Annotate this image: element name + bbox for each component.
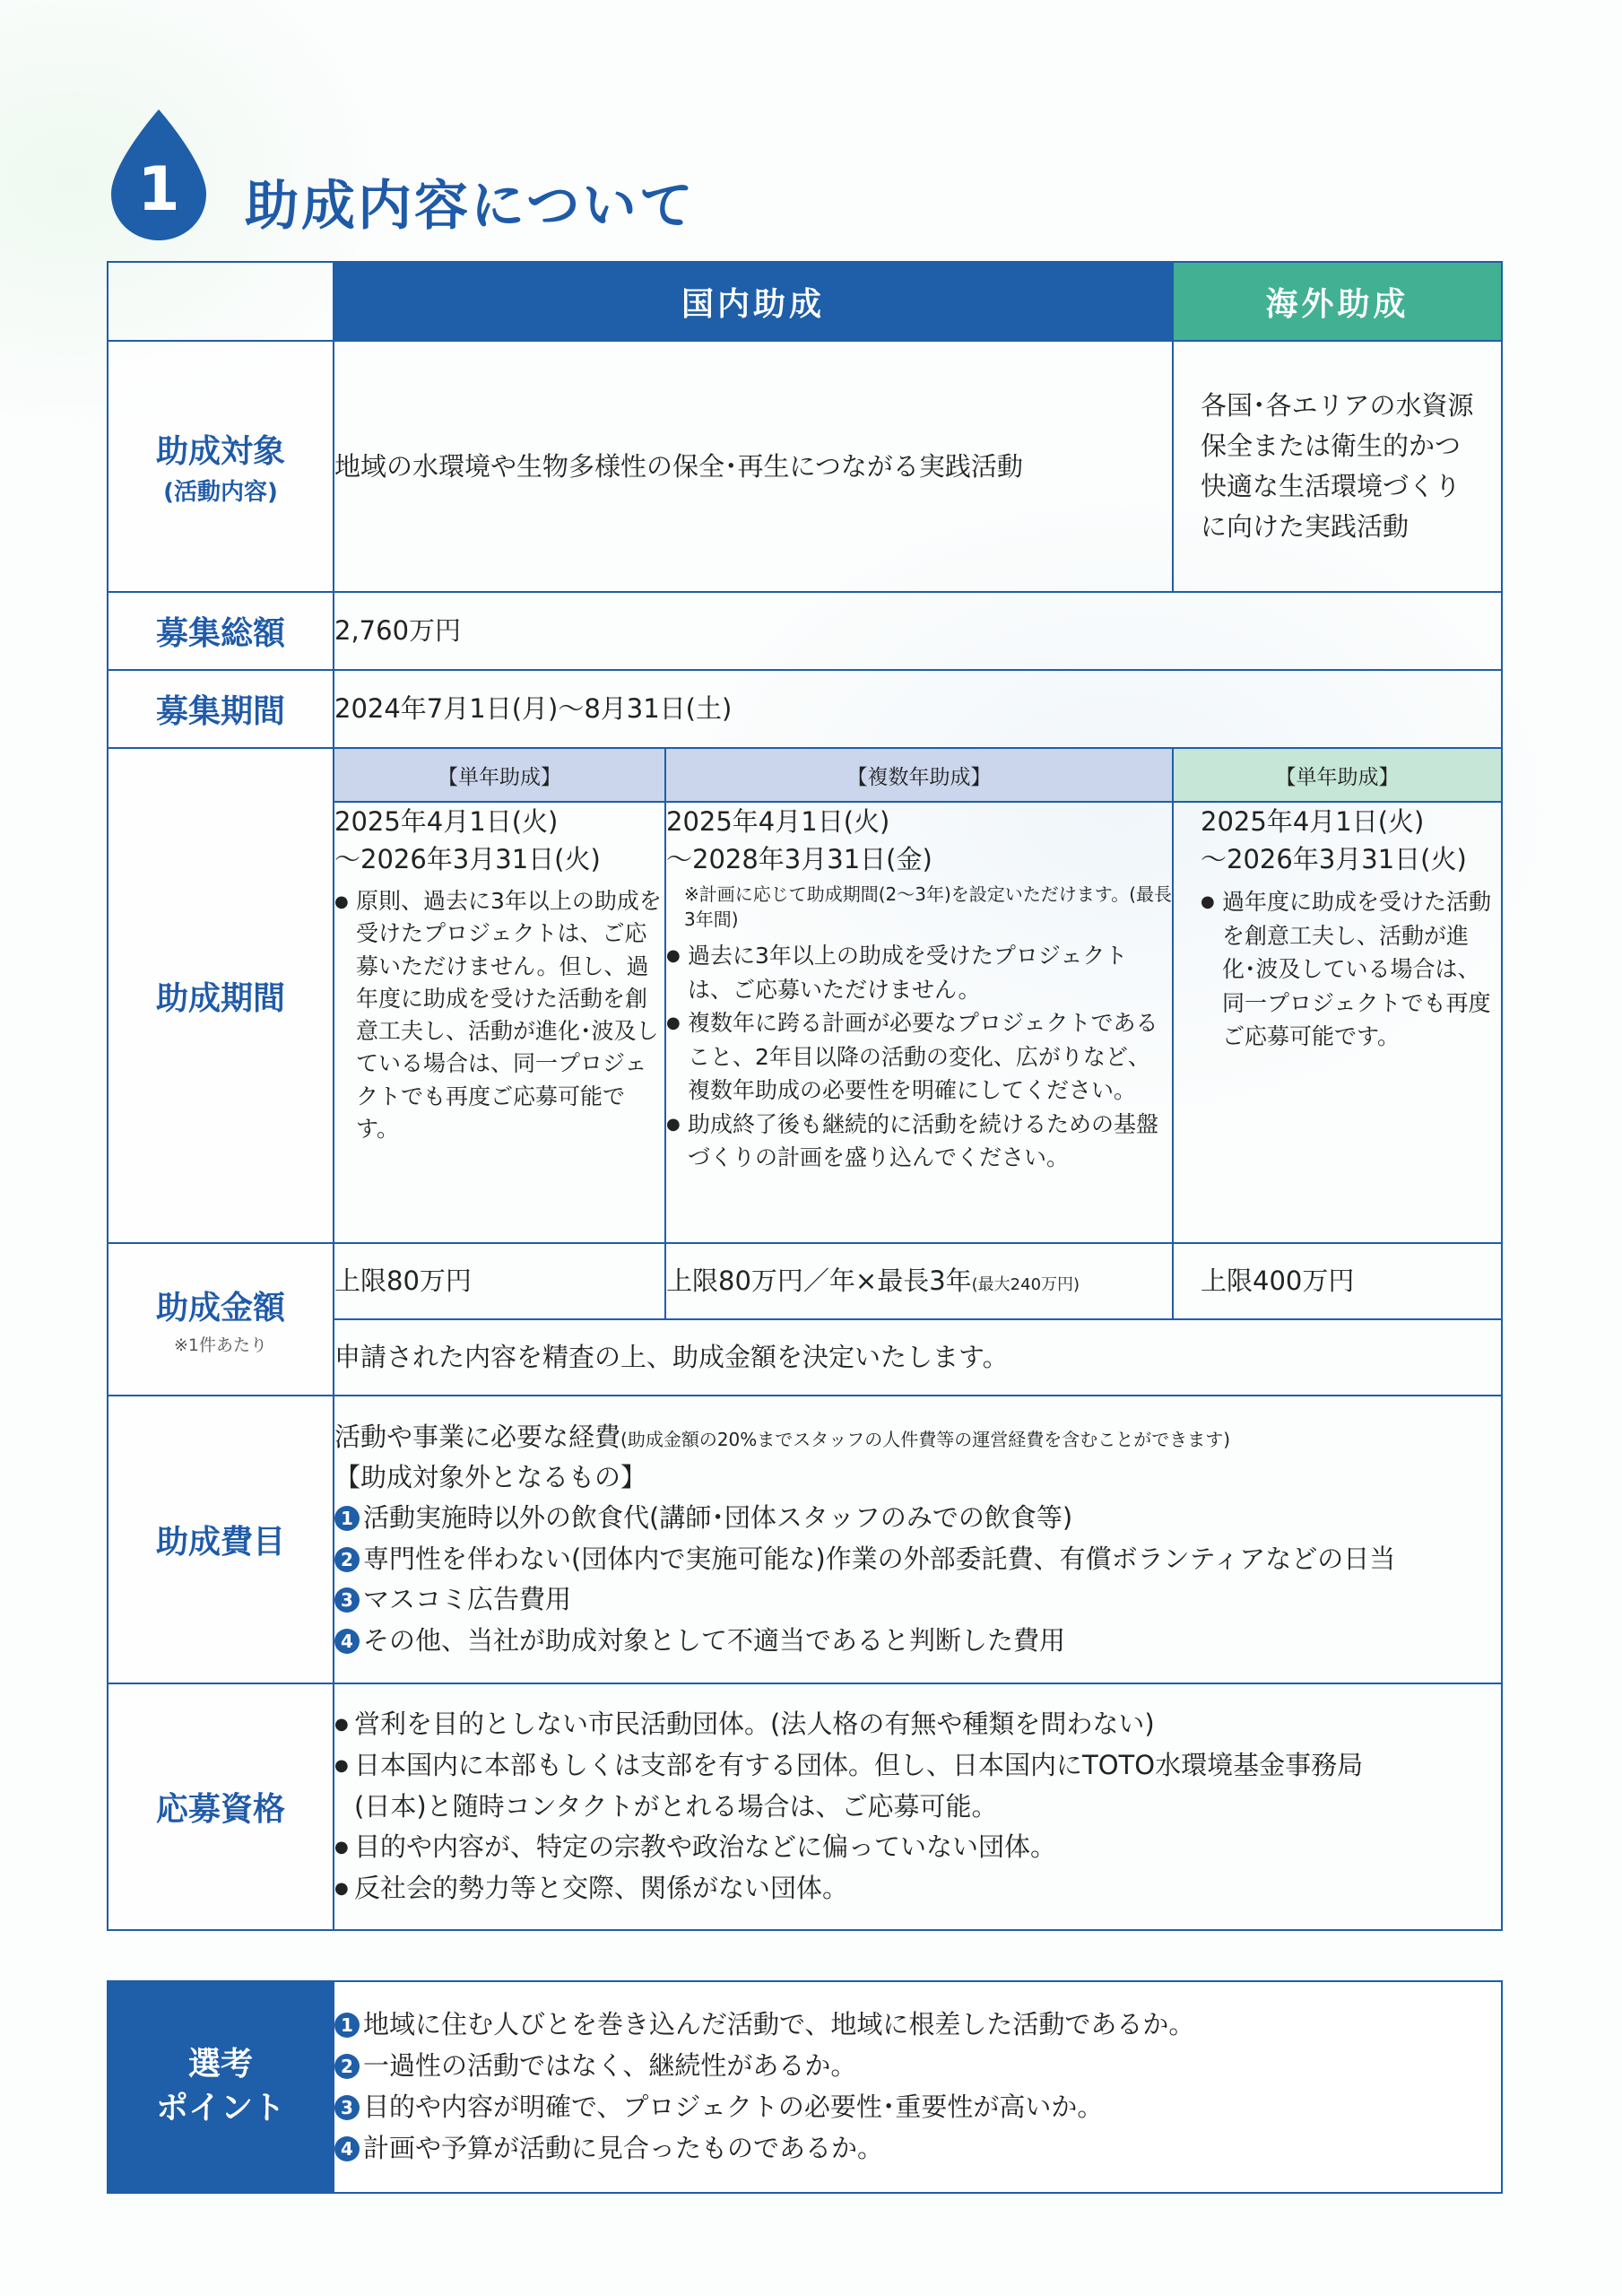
section-number: 1 [137,154,180,225]
overseas-grant-header: 海外助成 [1173,262,1502,341]
multi-amount: 上限80万円／年×最長3年 [666,1265,972,1297]
excluded-item [334,1579,1501,1621]
number-badge: 4 [334,2136,360,2161]
recruitment-period-value: 2024年7月1日(月)～8月31日(土) [334,670,1502,748]
excluded-item [334,1621,1501,1662]
selection-content [334,1981,1502,2193]
multi-amount-max: (最大240万円) [971,1275,1080,1295]
excluded-item [334,1498,1501,1539]
target-label: 助成対象 [155,433,285,470]
multi-note-3: ● 助成終了後も継続的に活動を続けるための基盤づくりの計画を盛り込んでください。 [666,1108,1172,1175]
selection-item [334,2128,1501,2170]
multi-period-note: ※計画に応じて助成期間(2～3年)を設定いただけます。(最長3年間) [684,883,1173,931]
multi-note-2: ● 複数年に跨る計画が必要なプロジェクトであること、2年目以降の活動の変化、広がりなど、複数年助成の必要性を明確にしてください。 [666,1006,1172,1108]
eligibility-item: ● 目的や内容が、特定の宗教や政治などに偏っていない団体。 [334,1827,1501,1868]
grant-period-label: 助成期間 [108,748,334,1243]
target-sublabel: (活動内容) [163,479,278,506]
expenses-main [334,1417,1501,1457]
target-label-cell [108,341,334,592]
selection-item-text: 目的や内容が明確で、プロジェクトの必要性･重要性が高いか。 [363,2092,1104,2122]
number-badge: 3 [334,1587,360,1613]
section-header [106,108,1002,242]
multi-year-subheader: 【複数年助成】 [665,748,1173,802]
eligibility-item: ● 営利を目的としない市民活動団体。(法人格の有無や種類を問わない) [334,1704,1501,1745]
header-row [108,262,1502,341]
amount-common: 申請された内容を精査の上、助成金額を決定いたします。 [334,1319,1502,1396]
overseas-amount: 上限400万円 [1173,1243,1502,1319]
grant-period-subheader-row [108,748,1502,802]
number-badge: 4 [334,1629,360,1654]
selection-item [334,2005,1501,2046]
selection-item-text: 地域に住む人びとを巻き込んだ活動で、地域に根差した活動であるか。 [363,2009,1195,2040]
single-end-date: ～2026年3月31日(火) [334,844,601,875]
amount-label-cell [108,1243,334,1396]
target-domestic: 地域の水環境や生物多様性の保全･再生につながる実践活動 [334,341,1173,592]
total-row [108,592,1502,670]
single-year-period [334,802,665,1243]
expenses-main-note: (助成金額の20%までスタッフの人件費等の運営経費を含むことができます) [620,1428,1231,1450]
multi-year-period [665,802,1173,1243]
eligibility-item: ● 日本国内に本部もしくは支部を有する団体。但し、日本国内にTOTO水環境基金事務局(日本)と随時コンタクトがとれる場合は、ご応募可能。 [334,1745,1501,1828]
number-badge: 1 [334,2013,360,2038]
excluded-item-text: その他、当社が助成対象として不適当であると判断した費用 [363,1625,1066,1657]
overseas-start-date: 2025年4月1日(火) [1201,806,1425,837]
total-label: 募集総額 [108,592,334,670]
selection-item-text: 計画や予算が活動に見合ったものであるか。 [363,2132,884,2163]
overseas-end-date: ～2026年3月31日(火) [1201,844,1467,875]
total-value: 2,760万円 [334,592,1502,670]
single-start-date: 2025年4月1日(火) [334,806,559,837]
grant-details-table [107,261,1503,1931]
eligibility-label: 応募資格 [108,1683,334,1930]
amount-row [108,1243,1502,1319]
page-title: 助成内容について [245,175,696,238]
selection-item-text: 一過性の活動ではなく、継続性があるか。 [363,2050,857,2082]
excluded-item-text: 活動実施時以外の飲食代(講師･団体スタッフのみでの飲食等) [363,1501,1073,1533]
target-overseas: 各国･各エリアの水資源保全または衛生的かつ快適な生活環境づくりに向けた実践活動 [1173,341,1502,592]
expenses-row [108,1396,1502,1683]
single-amount: 上限80万円 [334,1243,665,1319]
amount-label: 助成金額 [155,1290,285,1326]
eligibility-item: ● 反社会的勢力等と交際、関係がない団体。 [334,1868,1501,1909]
empty-corner-cell [108,262,334,341]
excluded-title: 【助成対象外となるもの】 [334,1461,647,1492]
selection-label-2: ポイント [155,2090,285,2126]
number-badge: 2 [334,2054,360,2079]
selection-item [334,2087,1501,2128]
overseas-period [1173,802,1502,1243]
recruitment-period-label: 募集期間 [108,670,334,748]
multi-end-date: ～2028年3月31日(金) [666,844,932,875]
excluded-list [334,1498,1501,1662]
single-note: ● 原則、過去に3年以上の助成を受けたプロジェクトは、ご応募いただけません。但し、過年度に助成を受けた活動を創意工夫し、活動が進化･波及している場合は、同一プロジェクトでも再度ご応募可能です。 [334,885,664,1145]
excluded-item [334,1539,1501,1580]
amount-note: ※1件あたり [173,1335,267,1355]
eligibility-row [108,1683,1502,1930]
expenses-main-text: 活動や事業に必要な経費 [334,1421,621,1452]
overseas-single-year-subheader: 【単年助成】 [1173,748,1502,802]
multi-note-1: ● 過去に3年以上の助成を受けたプロジェクトは、ご応募いただけません。 [666,939,1172,1006]
multi-start-date: 2025年4月1日(火) [666,806,890,837]
excluded-item-text: マスコミ広告費用 [363,1584,572,1615]
selection-list [334,2005,1501,2169]
selection-item [334,2046,1501,2087]
selection-label-cell [108,1981,334,2193]
single-year-subheader: 【単年助成】 [334,748,665,802]
expenses-label: 助成費目 [108,1396,334,1683]
recruitment-period-row [108,670,1502,748]
number-badge: 1 [334,1506,360,1531]
overseas-note: ● 過年度に助成を受けた活動を創意工夫し、活動が進化･波及している場合は、同一プロジェクトでも再度ご応募可能です。 [1201,885,1501,1054]
number-badge: 2 [334,1547,360,1572]
selection-points-table [107,1980,1503,2194]
eligibility-content [334,1683,1502,1930]
expenses-content [334,1396,1502,1683]
eligibility-list [334,1704,1501,1909]
multi-amount-cell [665,1243,1173,1319]
number-badge: 3 [334,2095,360,2120]
selection-label-1: 選考 [187,2046,253,2083]
target-row [108,341,1502,592]
domestic-grant-header: 国内助成 [334,262,1173,341]
excluded-item-text: 専門性を伴わない(団体内で実施可能な)作業の外部委託費、有償ボランティアなどの日当 [363,1543,1396,1574]
